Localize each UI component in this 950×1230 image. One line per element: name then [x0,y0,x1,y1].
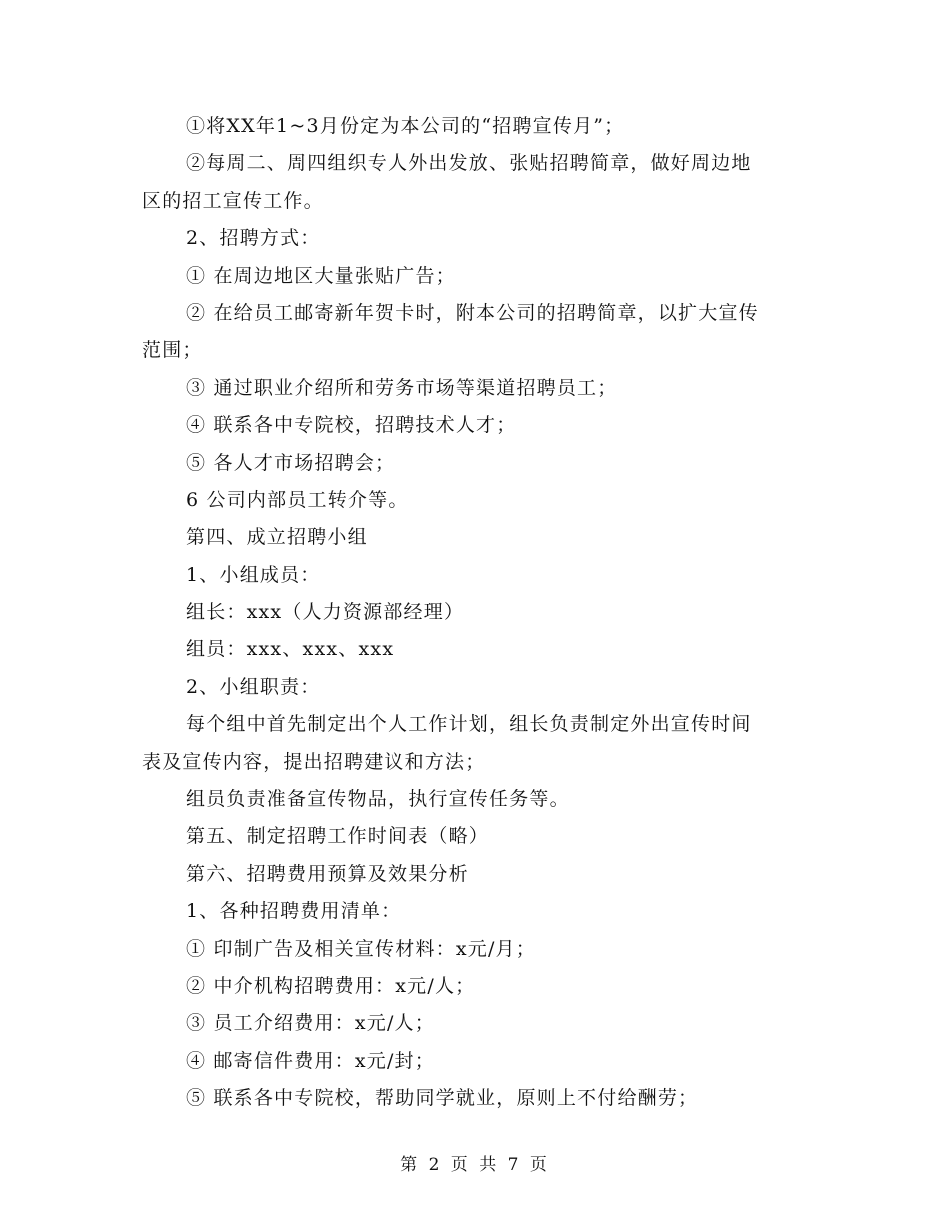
document-body [142,108,807,1118]
section-heading: 第六、招聘费用预算及效果分析 [186,862,469,885]
paragraph-line: 表及宣传内容，提出招聘建议和方法； [142,750,486,773]
section-heading: 第五、制定招聘工作时间表（略） [186,825,490,848]
list-item: ② 中介机构招聘费用：x元/人； [186,974,476,997]
list-item: ⑤ 各人才市场招聘会； [186,451,396,474]
section-heading: 第四、成立招聘小组 [186,526,368,549]
paragraph-line: ①将XX年1~3月份定为本公司的“招聘宣传月”； [186,115,625,137]
subsection-heading: 1、各种招聘费用清单： [186,900,402,923]
subsection-heading: 1、小组成员： [186,563,321,586]
paragraph-line: 区的招工宣传工作。 [142,189,324,212]
list-item-continuation: 范围； [142,339,203,362]
list-item: ⑤ 联系各中专院校，帮助同学就业，原则上不付给酬劳； [186,1087,699,1110]
list-item: ① 印制广告及相关宣传材料：x元/月； [186,937,536,960]
paragraph-line: 每个组中首先制定出个人工作计划，组长负责制定外出宣传时间 [186,713,752,736]
list-item: ② 在给员工邮寄新年贺卡时，附本公司的招聘简章，以扩大宣传 [186,301,759,324]
member-line: 组长：xxx（人力资源部经理） [186,601,465,624]
list-item: ④ 联系各中专院校，招聘技术人才； [186,414,517,437]
member-line: 组员：xxx、xxx、xxx [186,638,395,661]
subsection-heading: 2、小组职责： [186,675,321,698]
paragraph-line: 组员负责准备宣传物品，执行宣传任务等。 [186,788,570,811]
list-item: 6 公司内部员工转介等。 [186,488,409,511]
list-item: ④ 邮寄信件费用：x元/封； [186,1049,435,1072]
paragraph-line: ②每周二、周四组织专人外出发放、张贴招聘简章，做好周边地 [186,152,752,175]
page-number-footer: 第 2 页 共 7 页 [400,1155,550,1175]
section-heading: 2、招聘方式： [186,227,321,250]
list-item: ① 在周边地区大量张贴广告； [186,264,456,287]
list-item: ③ 员工介绍费用：x元/人； [186,1012,435,1035]
list-item: ③ 通过职业介绍所和劳务市场等渠道招聘员工； [186,376,618,399]
